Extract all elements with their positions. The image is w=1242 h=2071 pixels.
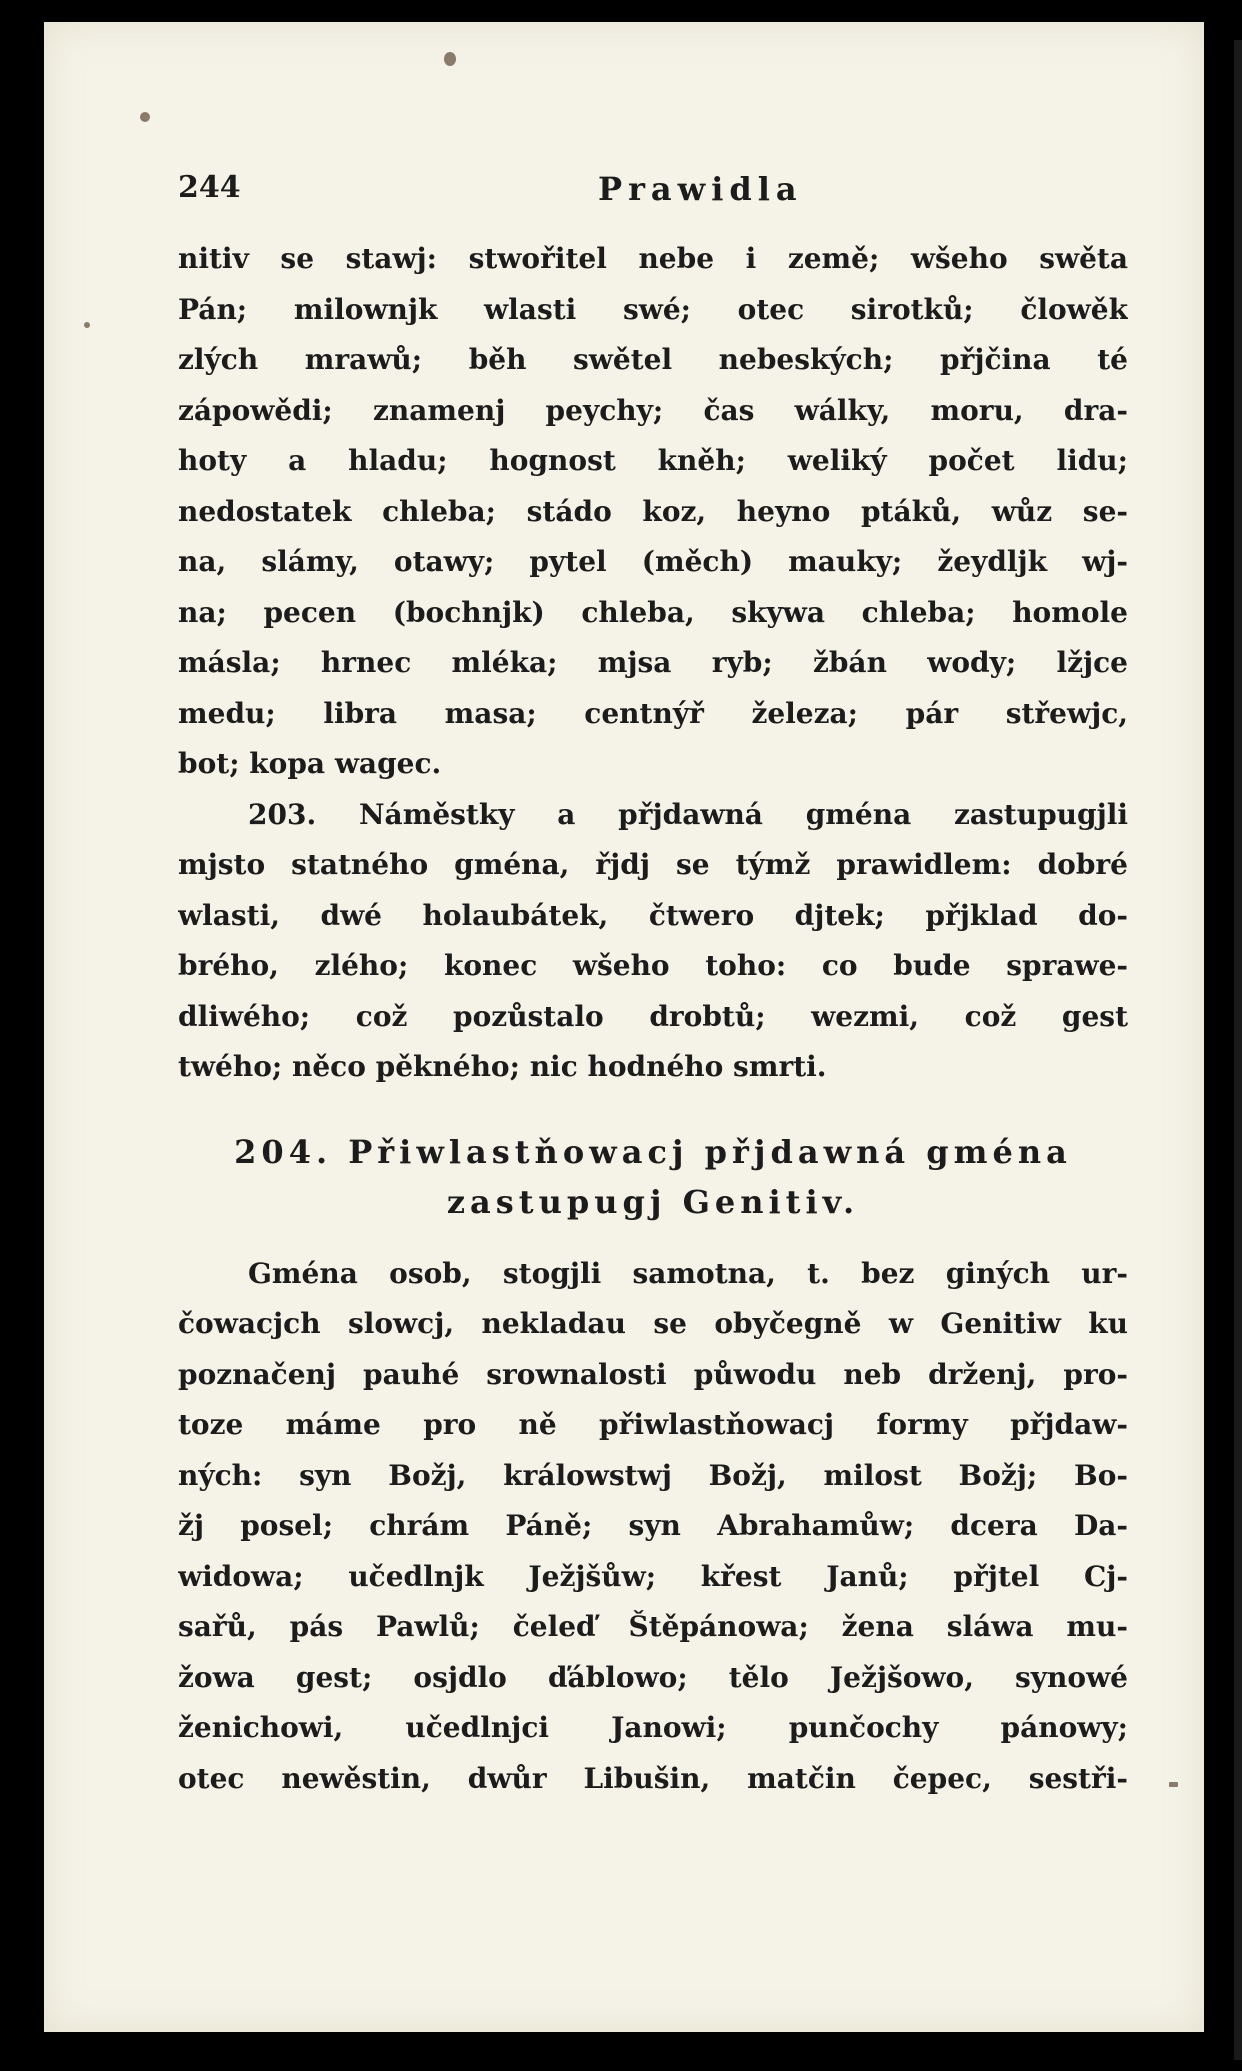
section-heading	[178, 1127, 1128, 1227]
text-line: zlých mrawů; běh swětel nebeských; přjčina té	[178, 343, 1128, 376]
page-text	[178, 170, 1128, 1804]
text-line: ných: syn Božj, králowstwj Božj, milost Božj; Bo-	[178, 1458, 1128, 1492]
text-line: twého; něco pěkného; nic hodného smrti.	[178, 1050, 827, 1083]
text-line: 203. Náměstky a přjdawná gména zastupugjli	[248, 797, 1128, 831]
text-line: ženichowi, učedlnjci Janowi; punčochy pánowy;	[178, 1711, 1128, 1744]
page-header	[178, 170, 1128, 230]
ink-speck	[140, 112, 150, 122]
section-heading-line: zastupugj Genitiv.	[446, 1182, 860, 1221]
ink-speck	[84, 322, 90, 328]
text-line: widowa; učedlnjk Ježjšůw; křest Janů; přjtel Cj-	[178, 1559, 1128, 1593]
text-line: Gména osob, stogjli samotna, t. bez giných ur-	[248, 1256, 1128, 1290]
paragraph-3	[178, 1249, 1128, 1805]
text-line: zápowědi; znamenj peychy; čas wálky, moru, dra-	[178, 393, 1128, 427]
text-line: žowa gest; osjdlo ďáblowo; tělo Ježjšowo, synowé	[178, 1660, 1128, 1694]
page-edge-shadow	[1234, 40, 1242, 2060]
paragraph-1	[178, 234, 1128, 790]
text-line: žj posel; chrám Páně; syn Abrahamůw; dcera Da-	[178, 1509, 1128, 1542]
paragraph-2	[178, 790, 1128, 1093]
text-line: bot; kopa wagec.	[178, 747, 442, 780]
ink-speck	[1169, 1782, 1178, 1787]
text-line: hoty a hladu; hognost kněh; weliký počet lidu;	[178, 444, 1128, 477]
text-line: Pán; milownjk wlasti swé; otec sirotků; člowěk	[178, 292, 1128, 326]
text-line: na, slámy, otawy; pytel (měch) mauky; žeydljk wj-	[178, 545, 1128, 578]
section-heading-line: 204. Přiwlastňowacj přjdawná gména	[234, 1132, 1072, 1171]
text-line: nitiv se stawj: stwořitel nebe i země; wšeho swěta	[178, 242, 1128, 275]
text-line: na; pecen (bochnjk) chleba, skywa chleba; homole	[178, 595, 1128, 629]
text-line: dliwého; což pozůstalo drobtů; wezmi, což gest	[178, 999, 1128, 1033]
text-line: brého, zlého; konec wšeho toho: co bude sprawe-	[178, 949, 1128, 982]
text-line: otec newěstin, dwůr Libušin, matčin čepec, sestři-	[178, 1761, 1128, 1795]
text-line: wlasti, dwé holaubátek, čtwero djtek; přjklad do-	[178, 898, 1128, 932]
text-line: čowacjch slowcj, nekladau se obyčegně w Genitiw ku	[178, 1307, 1128, 1340]
ink-speck	[444, 52, 456, 66]
page-number: 244	[178, 170, 241, 205]
text-line: toze máme pro ně přiwlastňowacj formy přjdaw-	[178, 1408, 1128, 1441]
running-head: Prawidla	[598, 170, 803, 208]
text-line: sařů, pás Pawlů; čeleď Štěpánowa; žena sláwa mu-	[178, 1610, 1128, 1643]
text-line: másla; hrnec mléka; mjsa ryb; žbán wody; lžjce	[178, 646, 1128, 679]
text-line: mjsto statného gména, řjdj se týmž prawidlem: dobré	[178, 848, 1128, 881]
text-line: nedostatek chleba; stádo koz, heyno ptáků, wůz se-	[178, 494, 1128, 528]
text-line: poznačenj pauhé srownalosti půwodu neb drženj, pro-	[178, 1357, 1128, 1391]
text-line: medu; libra masa; centnýř železa; pár střewjc,	[178, 696, 1128, 730]
